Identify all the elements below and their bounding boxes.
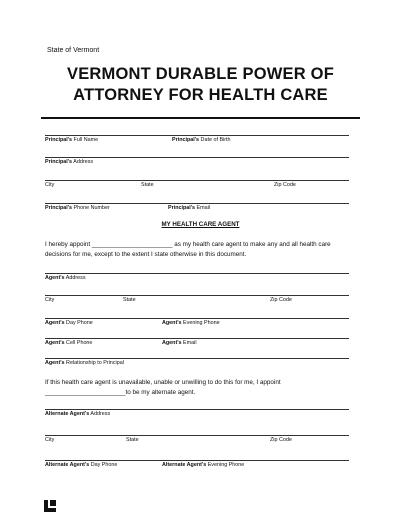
agent-email-label: Agent's Email — [162, 340, 197, 346]
principal-name-line[interactable] — [45, 135, 349, 136]
title-divider — [41, 117, 360, 119]
legal-templates-logo-icon — [44, 500, 56, 512]
document-title — [20, 64, 381, 106]
principal-city-line[interactable] — [45, 180, 349, 181]
agent-section-heading: MY HEALTH CARE AGENT — [161, 221, 240, 228]
agent-address-line[interactable] — [45, 273, 349, 274]
alternate-text-line-2: _______________________to be my alternate agent. — [45, 389, 196, 396]
appoint-paragraph: I hereby appoint _______________________ as my health care agent to make any and all health care decisions for me, except to the extent I state otherwise in this document. — [45, 241, 331, 258]
agent-evening-phone-label: Agent's Evening Phone — [162, 320, 220, 326]
alternate-zip-label: Zip Code — [270, 437, 292, 443]
alternate-text-line-1: If this health care agent is unavailable, unable or unwilling to do this for me, I appoint — [45, 379, 281, 386]
title-line-1: VERMONT DURABLE POWER OF — [67, 65, 334, 83]
principal-phone-line[interactable] — [45, 203, 349, 204]
title-line-2: ATTORNEY FOR HEALTH CARE — [73, 86, 328, 104]
alternate-day-phone-label: Alternate Agent's Day Phone — [45, 462, 118, 468]
agent-day-phone-label: Agent's Day Phone — [45, 320, 93, 326]
agent-state-label: State — [123, 297, 136, 303]
alternate-address-label: Alternate Agent's Address — [45, 411, 111, 417]
principal-name-label: Principal's Full Name — [45, 137, 99, 143]
agent-relationship-line[interactable] — [45, 358, 349, 359]
agent-relationship-label: Agent's Relationship to Principal — [45, 360, 124, 366]
alternate-address-line[interactable] — [45, 409, 349, 410]
principal-state-label: State — [141, 182, 154, 188]
principal-city-label: City — [45, 182, 55, 188]
state-label: State of Vermont — [47, 47, 100, 54]
principal-zip-label: Zip Code — [274, 182, 296, 188]
agent-cell-phone-label: Agent's Cell Phone — [45, 340, 93, 346]
agent-zip-label: Zip Code — [270, 297, 292, 303]
agent-address-label: Agent's Address — [45, 275, 86, 281]
principal-dob-label: Principal's Date of Birth — [172, 137, 231, 143]
agent-cell-phone-line[interactable] — [45, 338, 349, 339]
alternate-phone-line[interactable] — [45, 460, 349, 461]
principal-email-label: Principal's Email — [168, 205, 211, 211]
agent-day-phone-line[interactable] — [45, 318, 349, 319]
agent-city-line[interactable] — [45, 295, 349, 296]
agent-city-label: City — [45, 297, 55, 303]
alternate-paragraph — [45, 378, 355, 398]
principal-phone-label: Principal's Phone Number — [45, 205, 110, 211]
principal-address-label: Principal's Address — [45, 159, 94, 165]
alternate-evening-phone-label: Alternate Agent's Evening Phone — [162, 462, 245, 468]
alternate-city-label: City — [45, 437, 55, 443]
principal-address-line[interactable] — [45, 157, 349, 158]
alternate-state-label: State — [126, 437, 139, 443]
alternate-city-line[interactable] — [45, 435, 349, 436]
